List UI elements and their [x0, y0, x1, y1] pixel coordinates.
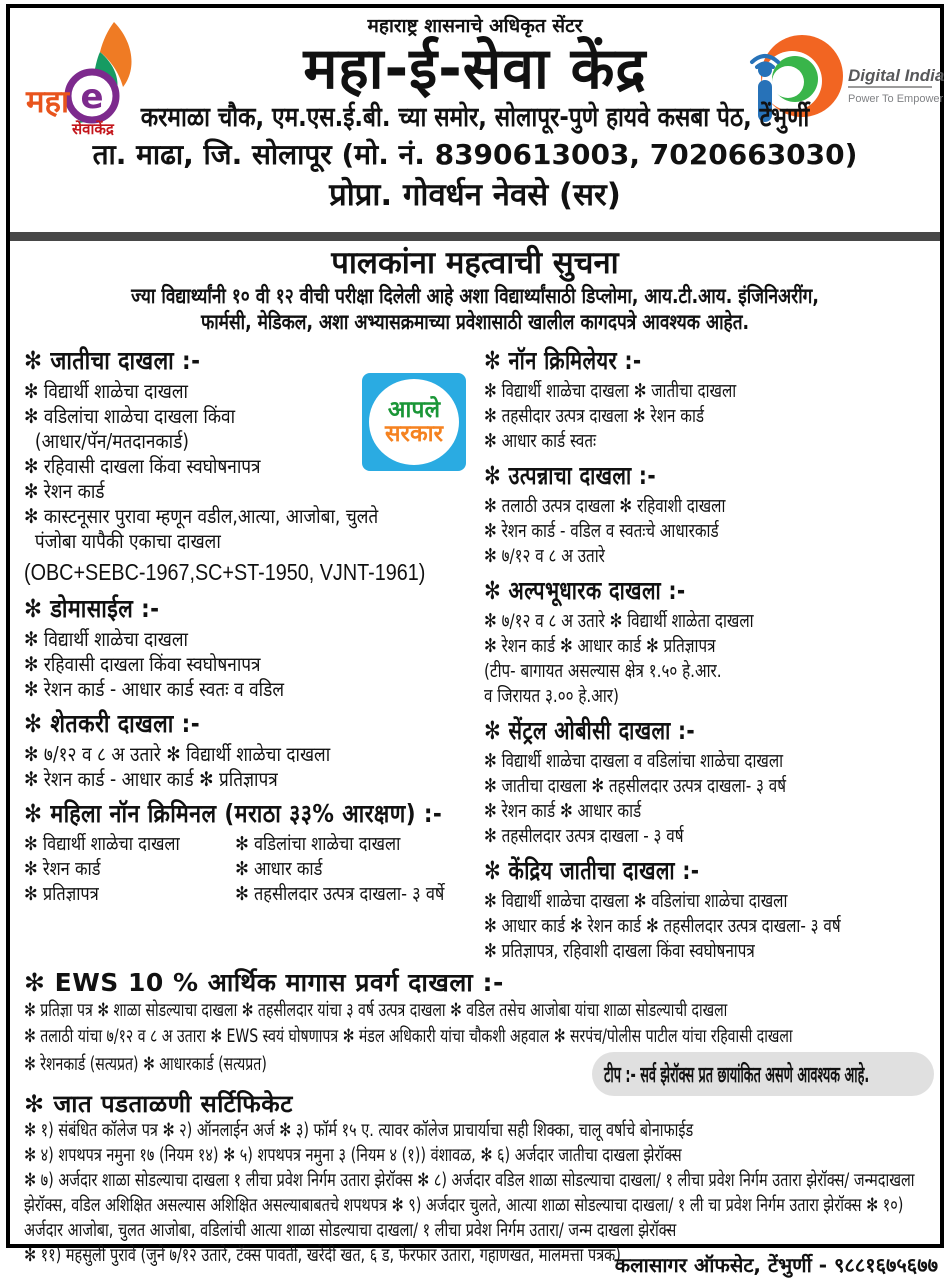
doc-item: ✻ विद्यार्थी शाळेचा दाखला व वडिलांचा शाळेचा दाखला — [484, 750, 784, 772]
section-heading: ✻ महिला नॉन क्रिमिनल (मराठा ३३% आरक्षण) :- — [24, 799, 443, 828]
right-column — [484, 339, 926, 964]
notice-title: पालकांना महत्वाची सुचना — [331, 245, 619, 281]
section-ews — [24, 968, 926, 1096]
doc-item: ✻ रेशन कार्ड ✻ आधार कार्ड — [484, 800, 642, 822]
doc-item: ✻ रेशन कार्ड - वडिल व स्वतःचे आधारकार्ड — [484, 520, 719, 542]
di-underline — [848, 86, 932, 88]
doc-item: पंजोबा यापैकी एकाचा दाखला — [24, 529, 221, 553]
intro-line-2: फार्मसी, मेडिकल, अशा अभ्यासक्रमाच्या प्रवेशासाठी खालील कागदपत्रे आवश्यक आहेत. — [200, 310, 750, 334]
two-column-area — [24, 339, 926, 964]
notice-body — [10, 241, 940, 1268]
doc-item: ✻ रेशन कार्ड — [24, 858, 101, 880]
maha-word: महा — [26, 84, 70, 120]
doc-item: व जिरायत ३.०० हे.आर) — [484, 685, 619, 707]
digital-india-text: Digital India — [848, 66, 945, 85]
jat-line-4: ✻ ११) महसुली पुरावे (जुने ७/१२ उतारे, टॅक्स पावती, खरेदी खत, ६ ड, फेरफार उतारा, गहाणखत, मालमत्ता पत्रक) — [24, 1245, 621, 1266]
left-column — [24, 339, 484, 964]
section-jaticha-dakhla — [24, 348, 483, 587]
section-items — [24, 627, 483, 702]
doc-item: ✻ वडिलांचा शाळेचा दाखला — [235, 833, 401, 855]
section-heading: ✻ जातीचा दाखला :- — [24, 346, 201, 375]
ews-line-1: ✻ प्रतिज्ञा पत्र ✻ शाळा सोडल्याचा दाखला ✻ तहसीलदार यांचा ३ वर्ष उत्पत्र दाखला ✻ वडिल तसेच आजोबा यांचा शाळा सोडल्याची दाखला — [24, 1000, 728, 1021]
sevakendra-word: सेवाकेंद्र — [72, 120, 114, 138]
section-items — [484, 494, 926, 569]
ews-line-3: ✻ रेशनकार्ड (सत्यप्रत) ✻ आधारकार्ड (सत्यप्रत) — [24, 1054, 267, 1075]
section-heading: ✻ सेंट्रल ओबीसी दाखला :- — [484, 716, 696, 745]
doc-item: ✻ विद्यार्थी शाळेचा दाखला ✻ जातीचा दाखला — [484, 380, 737, 402]
doc-item: ✻ वडिलांचा शाळेचा दाखला किंवा — [24, 404, 236, 428]
e-letter: e — [80, 77, 104, 117]
doc-item-row — [24, 832, 483, 857]
section-heading: ✻ केंद्रिय जातीचा दाखला :- — [484, 856, 700, 885]
doc-item: ✻ रेशन कार्ड - आधार कार्ड ✻ प्रतिज्ञापत्र — [24, 767, 278, 791]
doc-item: ✻ तलाठी उत्पत्र दाखला ✻ रहिवाशी दाखला — [484, 495, 726, 517]
doc-item: ✻ प्रतिज्ञापत्र, रहिवाशी दाखला किंवा स्वघोषनापत्र — [484, 940, 755, 962]
doc-item: ✻ रहिवासी दाखला किंवा स्वघोषनापत्र — [24, 454, 261, 478]
section-alpabhudharak-dakhla — [484, 578, 926, 709]
xerox-note-text: टीप :- सर्व झेरॉक्स प्रत छायांकित असणे आवश्यक आहे. — [604, 1063, 870, 1088]
section-utpannacha-dakhla — [484, 463, 926, 569]
doc-item: ✻ तहसीलदार उत्पत्र दाखला - ३ वर्ष — [484, 825, 684, 847]
doc-item: ✻ रेशन कार्ड ✻ आधार कार्ड ✻ प्रतिज्ञापत्र — [484, 635, 716, 657]
section-heading: ✻ नॉन क्रिमिलेयर :- — [484, 346, 642, 375]
gov-authorised-note: महाराष्ट्र शासनाचे अधिकृत सेंटर — [367, 15, 583, 37]
xerox-note-bubble — [592, 1052, 934, 1096]
doc-item: ✻ रेशन कार्ड — [24, 479, 105, 503]
doc-item: ✻ रेशन कार्ड - आधार कार्ड स्वतः व वडिल — [24, 677, 285, 701]
aaple-word: आपले — [387, 397, 441, 423]
section-jat-padtalni — [24, 1090, 926, 1268]
doc-item: ✻ प्रतिज्ञापत्र — [24, 883, 99, 905]
section-items — [484, 609, 926, 709]
ews-line-2: ✻ तलाठी यांचा ७/१२ व ८ अ उतारा ✻ EWS स्वयं घोषणापत्र ✻ मंडल अधिकारी यांचा चौकशी अहवाल ✻ सरपंच/पोलीस पाटील यांचा रहिवासी दाखला — [24, 1026, 793, 1047]
doc-item: ✻ विद्यार्थी शाळेचा दाखला — [24, 833, 180, 855]
doc-item: ✻ ७/१२ व ८ अ उतारे ✻ विद्यार्थी शाळेचा दाखला — [24, 742, 331, 766]
jat-line-1: ✻ १) संबंधित कॉलेज पत्र ✻ २) ऑनलाईन अर्ज ✻ ३) फॉर्म १५ ए. त्यावर कॉलेज प्राचार्याचा सही शिक्का, चालू वर्षाचे बोनाफाईड — [24, 1120, 694, 1141]
address-line-1: करमाळा चौक, एम.एस.ई.बी. च्या समोर, सोलापूर-पुणे हायवे कसबा पेठ, टेंभुर्णी — [140, 102, 810, 133]
doc-item: ✻ तहसीदार उत्पत्र दाखला ✻ रेशन कार्ड — [484, 405, 705, 427]
doc-item: ✻ तहसीलदार उत्पत्र दाखला- ३ वर्षे — [235, 883, 445, 905]
jat-line-2: ✻ ४) शपथपत्र नमुना १७ (नियम १४) ✻ ५) शपथपत्र नमुना ३ (नियम ४ (१)) वंशावळ, ✻ ६) अर्जदार जातीचा दाखला झेरॉक्स — [24, 1145, 682, 1166]
obc-caste-note: (OBC+SEBC-1967,SC+ST-1950, VJNT-1961) — [24, 559, 426, 585]
header — [10, 8, 945, 232]
section-heading: ✻ डोमासाईल :- — [24, 594, 160, 623]
header-divider — [10, 232, 940, 241]
doc-item: ✻ जातीचा दाखला ✻ तहसीलदार उत्पत्र दाखला- ३ वर्ष — [484, 775, 787, 797]
doc-item: ✻ आधार कार्ड ✻ रेशन कार्ड ✻ तहसीलदार उत्पत्र दाखला- ३ वर्ष — [484, 915, 841, 937]
doc-item: ✻ विद्यार्थी शाळेचा दाखला ✻ वडिलांचा शाळेचा दाखला — [484, 890, 788, 912]
jat-padtalni-heading: ✻ जात पडताळणी सर्टिफिकेट — [24, 1090, 293, 1118]
section-shetkari-dakhla — [24, 711, 483, 792]
proprietor-line: प्रोप्रा. गोवर्धन नेवसे (सर) — [329, 177, 621, 213]
sarkar-word: सरकार — [385, 421, 443, 447]
address-line-2: ता. माढा, जि. सोलापूर (मो. नं. 8390613003, 7020663030) — [92, 138, 858, 171]
section-kendriya-jaticha-dakhla — [484, 858, 926, 964]
doc-item: ✻ ७/१२ व ८ अ उतारे — [484, 545, 605, 567]
doc-item-row — [24, 857, 483, 882]
section-items — [484, 889, 926, 964]
jat-paragraph-3: ✻ ७) अर्जदार शाळा सोडल्याचा दाखला १ लीचा प्रवेश निर्गम उतारा झेरॉक्स ✻ ८) अर्जदार वडिल शाळा सोडल्याचा दाखला/ १ लीचा प्रवेश निर्गम उतारा झेरॉक्स/ जन्मदाखला झेरॉक्स, वडिल अशिक्षित असल्यास अशिक्षित असल्याबाबतचे शपथपत्र ✻ ९) अर्जदार चुलते, आत्या शाळा सोडल्याचा दाखला/ १ ली चा प्रवेश निर्गम उतारा झेरॉक्स ✻ १०) अर्जदार आजोबा, चुलत आजोबा, वडिलांची आत्या शाळा सोडल्याचा दाखला/ १ लीचा प्रवेश निर्गम उतारा/ जन्म दाखला झेरॉक्स — [24, 1170, 915, 1241]
section-heading: ✻ अल्पभूधारक दाखला :- — [484, 576, 686, 605]
section-mahila-non-criminal — [24, 801, 483, 907]
section-heading: ✻ शेतकरी दाखला :- — [24, 709, 201, 738]
section-items — [484, 749, 926, 849]
section-items — [24, 832, 483, 907]
ews-heading: ✻ EWS 10 % आर्थिक मागास प्रवर्ग दाखला :- — [24, 968, 504, 997]
section-items — [484, 379, 926, 454]
doc-item: ✻ कास्टनूसार पुरावा म्हणून वडील,आत्या, आजोबा, चुलते — [24, 504, 379, 528]
section-items — [24, 742, 483, 792]
center-title: महा-ई-सेवा केंद्र — [303, 36, 647, 102]
doc-item: (आधार/पॅन/मतदानकार्ड) — [24, 429, 189, 453]
section-items — [24, 379, 483, 554]
doc-item: ✻ ७/१२ व ८ अ उतारे ✻ विद्यार्थी शाळेता दाखला — [484, 610, 754, 632]
doc-item: ✻ आधार कार्ड स्वतः — [484, 430, 597, 452]
di-d-white-inner — [772, 66, 804, 98]
section-heading: ✻ उत्पन्नाचा दाखला :- — [484, 461, 657, 490]
section-domicile — [24, 596, 483, 702]
doc-item: ✻ रहिवासी दाखला किंवा स्वघोषनापत्र — [24, 652, 261, 676]
printer-credit: कलासागर ऑफसेट, टेंभुर्णी - ९८८१६७५६७७ — [614, 1253, 938, 1277]
section-non-creamy-layer — [484, 348, 926, 454]
intro-line-1: ज्या विद्यार्थ्यांनी १० वी १२ वीची परीक्षा दिलेली आहे अशा विद्यार्थ्यांसाठी डिप्लोमा, आय.टी.आय. इंजिनिअरींग, — [131, 284, 819, 308]
doc-item: ✻ विद्यार्थी शाळेचा दाखला — [24, 627, 188, 651]
doc-item-row — [24, 882, 483, 907]
power-to-empower-text: Power To Empower — [848, 93, 944, 105]
section-central-obc-dakhla — [484, 718, 926, 849]
doc-item: ✻ आधार कार्ड — [235, 858, 323, 880]
doc-item: ✻ विद्यार्थी शाळेचा दाखला — [24, 379, 188, 403]
doc-item: (टीप- बागायत असल्यास क्षेत्र १.५० हे.आर. — [484, 660, 722, 682]
